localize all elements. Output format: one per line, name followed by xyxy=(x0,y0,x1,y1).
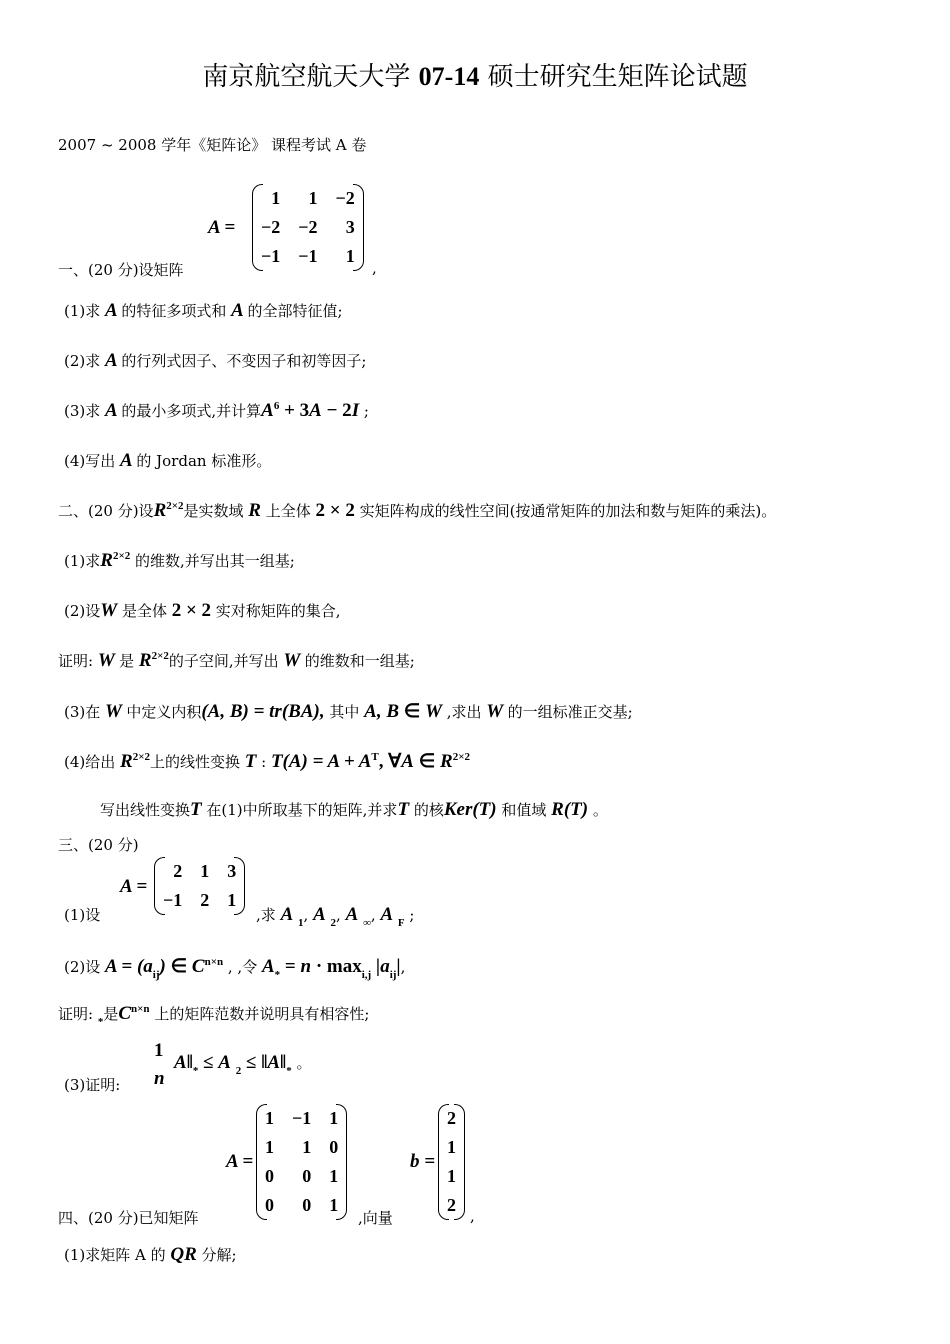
matrix-entry: 1 xyxy=(200,861,210,881)
matrix-entry: 1 xyxy=(271,188,281,208)
matrix-entry: 0 xyxy=(265,1195,274,1215)
matrix-entry: −1 xyxy=(163,890,183,910)
matrix-entry: 1 xyxy=(329,1195,339,1215)
q3-part1-norms: ,求 A $_1$, A $_2$, A $_\infty$, A $_F$ ; xyxy=(256,904,415,929)
matrix-a1 xyxy=(252,184,364,271)
matrix-entry: 2 xyxy=(447,1108,456,1128)
matrix-entry: 1 xyxy=(302,1137,312,1157)
q2-intro: 二、(20 分)设$R^{2\times 2}$是实数域 R 上全体 2 × 2 实矩阵构成的线性空间(按通常矩阵的加法和数与矩阵的乘法)。 xyxy=(58,500,777,521)
q2-proof: 证明: W 是 $R^{2\times 2}$的子空间,并写出 W 的维数和一组基; xyxy=(58,650,415,671)
q4-part1: (1)求矩阵 A 的 QR 分解; xyxy=(64,1244,237,1265)
q3-part2: (2)设 $A = (a_{ij})$ ∈ $C^{n\times n}$ , ,令 $A_* = n \cdot \max_{i,j} |a_{ij}|$, xyxy=(64,956,406,981)
matrix-entry: −2 xyxy=(298,217,318,237)
matrix-entry: 1 xyxy=(447,1137,456,1157)
q3-proof: 证明: $_*$是$C^{n\times n}$ 上的矩阵范数并说明具有相容性; xyxy=(58,1003,370,1028)
matrix-entry: 1 xyxy=(308,188,318,208)
q4-mid: ,向量 xyxy=(358,1209,393,1227)
matrix-a3 xyxy=(154,857,245,915)
matrix-entry: −2 xyxy=(261,217,281,237)
matrix-a4 xyxy=(256,1104,347,1220)
q2-part1: (1)求$R^{2\times 2}$ 的维数,并写出其一组基; xyxy=(64,550,295,571)
matrix-entry: 3 xyxy=(227,861,237,881)
q1-part2: (2)求 A 的行列式因子、不变因子和初等因子; xyxy=(64,350,367,371)
matrix-entry: −2 xyxy=(335,188,355,208)
matrix-entry: 2 xyxy=(173,861,183,881)
matrix-entry: 1 xyxy=(329,1166,339,1186)
q3-part3-inequality: $A‖_* \le A$ $_2 \le ‖A‖_*$ 。 xyxy=(174,1052,312,1077)
matrix-entry: 1 xyxy=(447,1166,456,1186)
matrix-entry: 1 xyxy=(329,1108,339,1128)
page-title: 南京航空航天大学 07-14 硕士研究生矩阵论试题 xyxy=(202,62,748,92)
matrix-entry: −1 xyxy=(292,1108,312,1128)
exam-header: 2007 ~ 2008 学年《矩阵论》 课程考试 A 卷 xyxy=(58,136,367,154)
q1-part4: (4)写出 A 的 Jordan 标准形。 xyxy=(64,450,272,471)
q2-part3: (3)在 W 中定义内积(A, B) = tr(BA), 其中 A, B ∈ W ,求出 W 的一组标准正交基; xyxy=(64,701,633,722)
q1-part1: (1)求 A 的特征多项式和 A 的全部特征值; xyxy=(64,300,343,321)
matrix-entry: −1 xyxy=(298,246,318,266)
matrix-entry: 2 xyxy=(447,1195,456,1215)
matrix-entry: 0 xyxy=(302,1195,312,1215)
matrix-entry: 2 xyxy=(200,890,210,910)
q3-part3-label: (3)证明: xyxy=(64,1076,121,1094)
matrix-entry: 1 xyxy=(265,1108,274,1128)
matrix-entry: 0 xyxy=(329,1137,339,1157)
vector-b xyxy=(438,1104,465,1220)
q1-part3: (3)求 A 的最小多项式,并计算$A^6 + 3A - 2I$ ; xyxy=(64,400,369,421)
q4-label: 四、(20 分)已知矩阵 xyxy=(58,1209,199,1227)
q1-label: 一、(20 分)设矩阵 xyxy=(58,261,184,279)
matrix-entry: 0 xyxy=(302,1166,312,1186)
matrix-entry: 1 xyxy=(227,890,237,910)
matrix-entry: −1 xyxy=(261,246,281,266)
matrix-entry: 1 xyxy=(345,246,355,266)
q2-part4: (4)给出 $R^{2\times 2}$上的线性变换 T : $T(A) = A + A^T$, ∀A ∈ $R^{2\times 2}$ xyxy=(64,751,470,772)
q3-label: 三、(20 分) xyxy=(58,836,139,854)
matrix-entry: 0 xyxy=(265,1166,274,1186)
q3-part1-label: (1)设 xyxy=(64,906,101,924)
matrix-entry: 3 xyxy=(345,217,355,237)
matrix-entry: 1 xyxy=(265,1137,274,1157)
q2-part2: (2)设W 是全体 2 × 2 实对称矩阵的集合, xyxy=(64,600,341,621)
q2-part5: 写出线性变换T 在(1)中所取基下的矩阵,并求T 的核Ker(T) 和值域 R(T) 。 xyxy=(100,799,608,820)
